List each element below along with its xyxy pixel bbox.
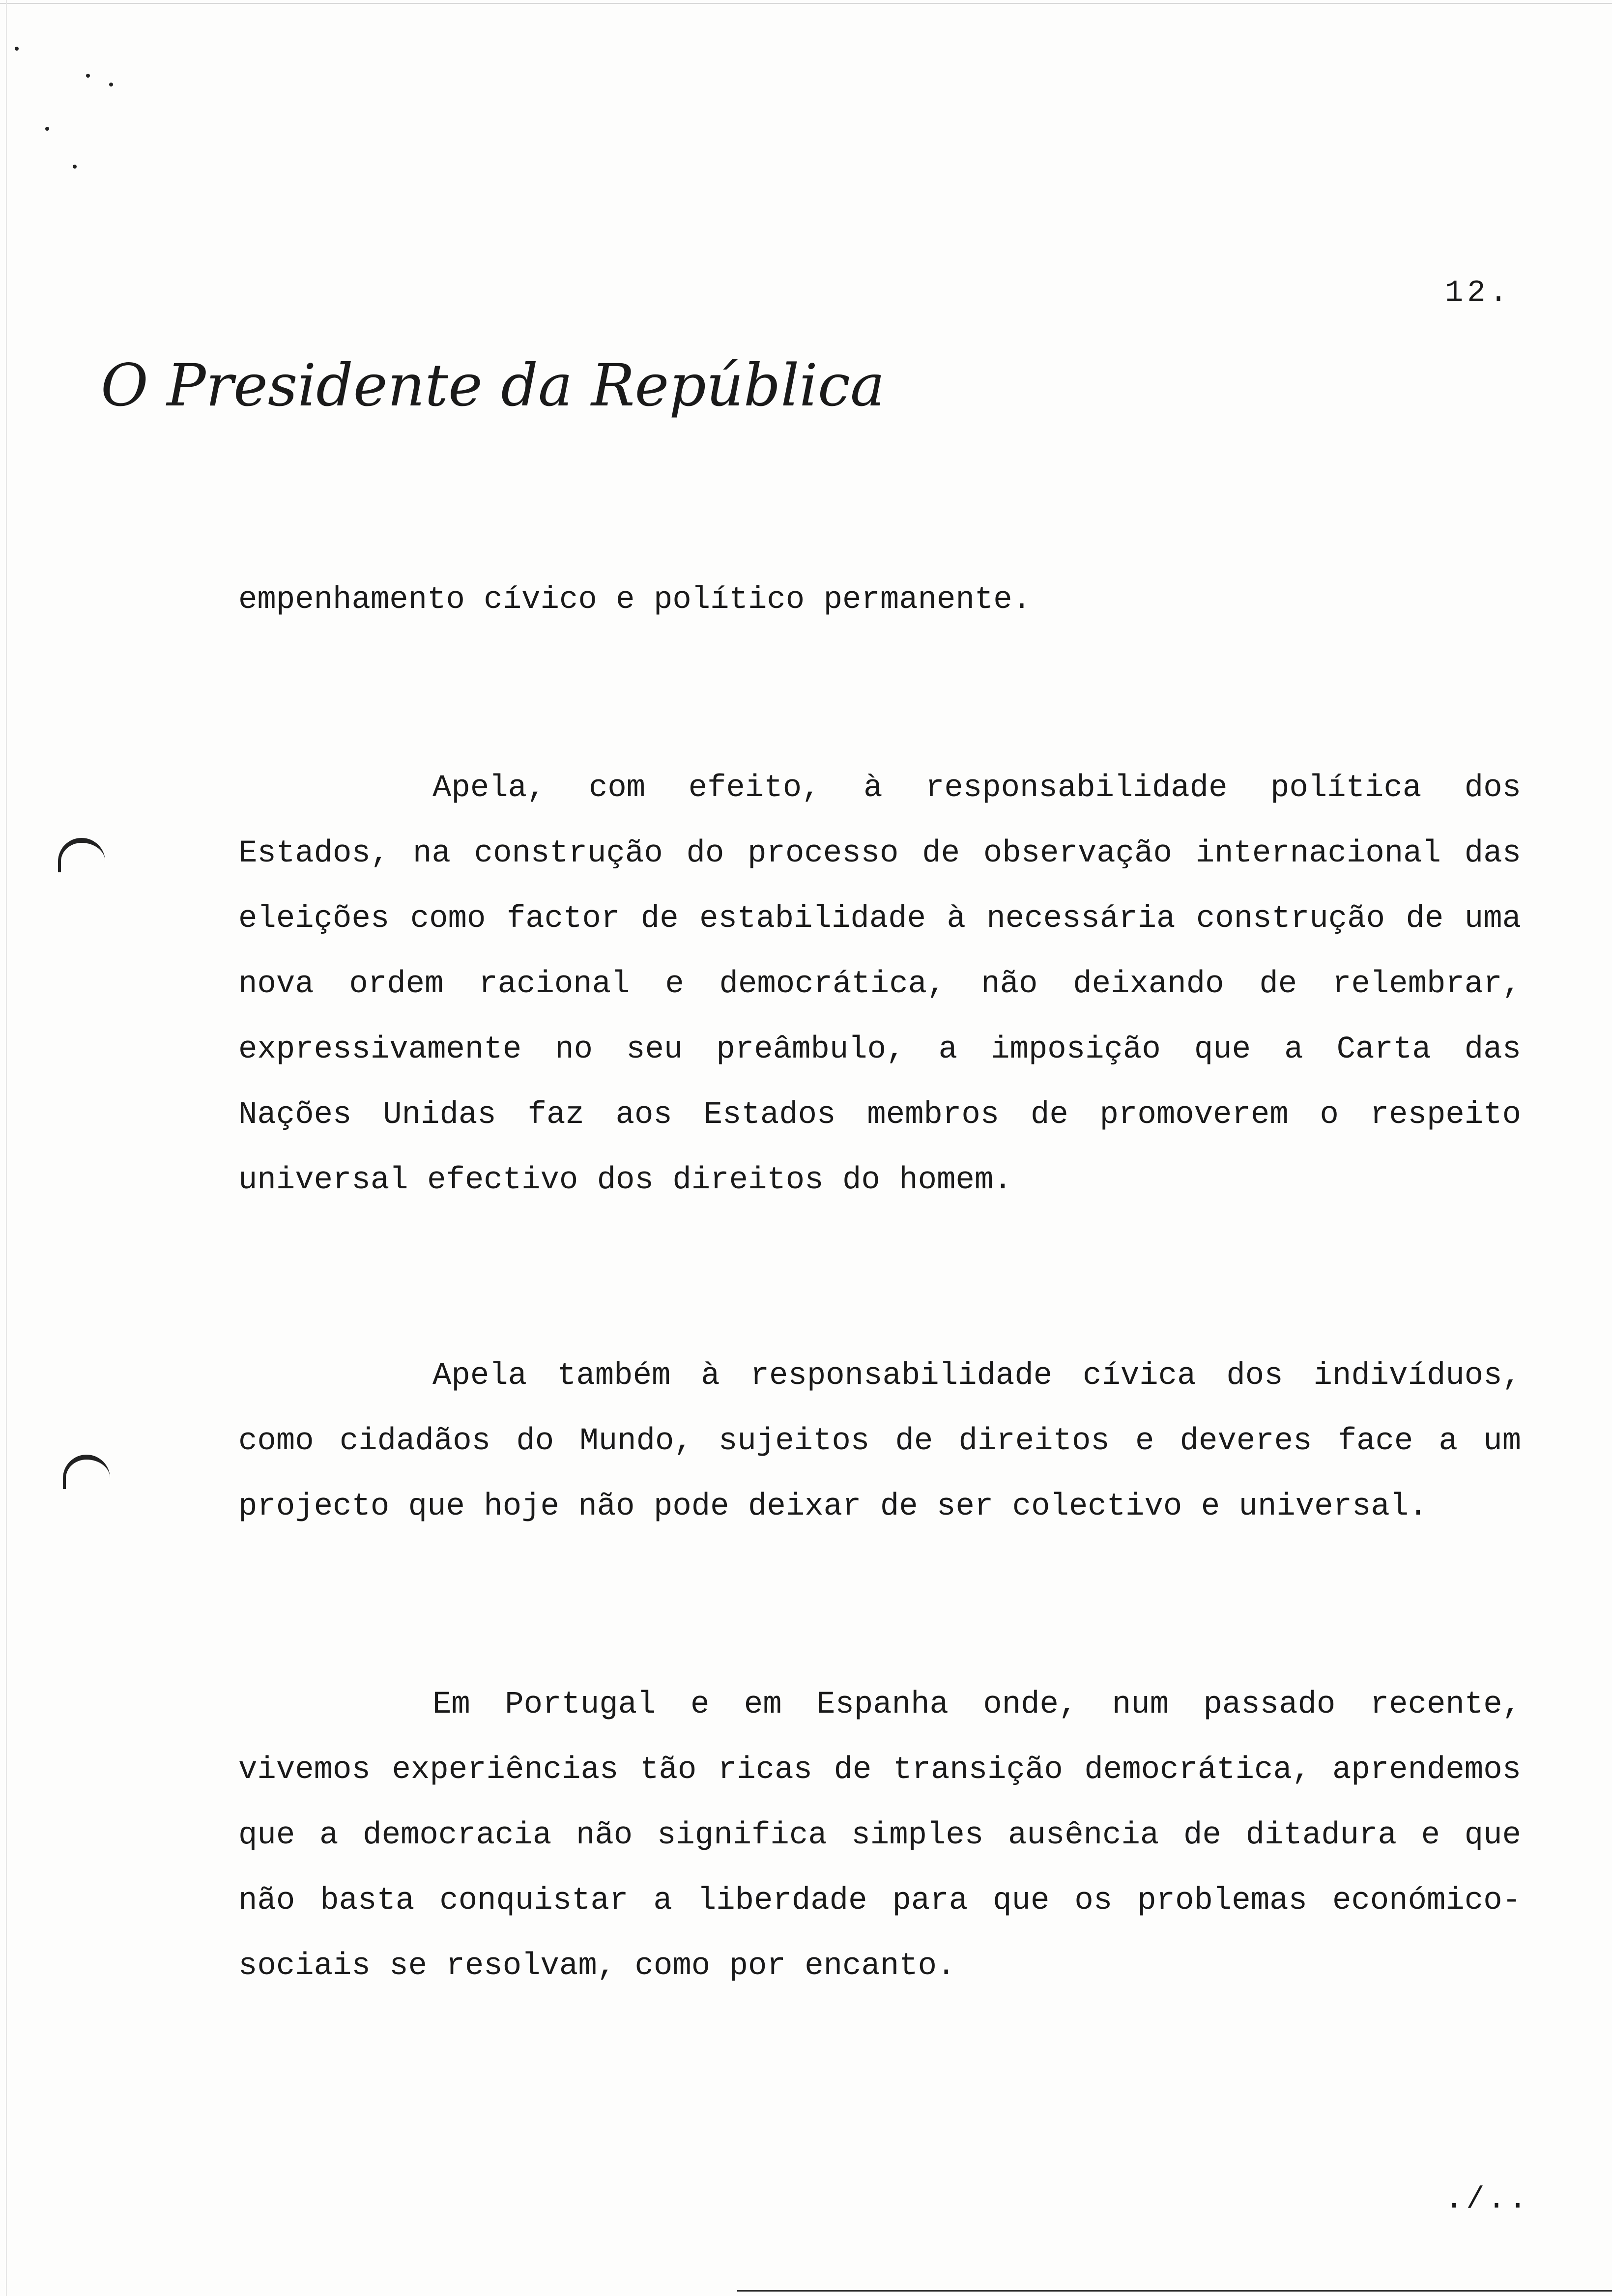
page-bottom-edge [737, 2290, 1612, 2292]
continuation-mark: ./.. [1445, 2182, 1530, 2217]
paragraph-responsabilidade-civica [238, 1344, 1521, 1540]
punch-hole-icon [63, 1455, 110, 1489]
scan-speck [86, 74, 90, 78]
scan-speck [15, 47, 19, 51]
scan-speck [45, 127, 49, 131]
paragraph-text: Em Portugal e em Espanha onde, num passado recente, vivemos experiências tão ricas de transição democrática, aprendemos que a democracia não significa simples ausência de ditadura e que não basta conquistar a liberdade para que os problemas económico-sociais se resolvam, como por encanto. [238, 1687, 1521, 1984]
paragraph-portugal-espanha [238, 1672, 1521, 1999]
letterhead-text: O Presidente da República [101, 351, 885, 419]
paragraph-text: Apela também à responsabilidade cívica dos indivíduos, como cidadãos do Mundo, sujeitos de direitos e deveres face a um projecto que hoje não pode deixar de ser colectivo e universal. [238, 1358, 1521, 1524]
letterhead-script [101, 344, 885, 432]
paragraph-continuation [238, 568, 1521, 633]
scan-speck [73, 165, 77, 169]
page-number: 12. [1445, 275, 1512, 310]
page-left-edge [6, 0, 7, 2296]
page-top-edge [0, 3, 1612, 4]
letterhead [101, 344, 885, 432]
scan-speck [109, 83, 113, 86]
paragraph-text: Apela, com efeito, à responsabilidade política dos Estados, na construção do processo de observação internacional das eleições como factor de estabilidade à necessária construção de uma nova ordem racional e democrática, não deixando de relembrar, expressivamente no seu preâmbulo, a imposição que a Carta das Nações Unidas faz aos Estados membros de promoverem o respeito universal efectivo dos direitos do homem. [238, 771, 1521, 1198]
paragraph-text: empenhamento cívico e político permanente. [238, 582, 1032, 618]
punch-hole-icon [58, 838, 105, 872]
paragraph-responsabilidade-politica [238, 756, 1521, 1213]
